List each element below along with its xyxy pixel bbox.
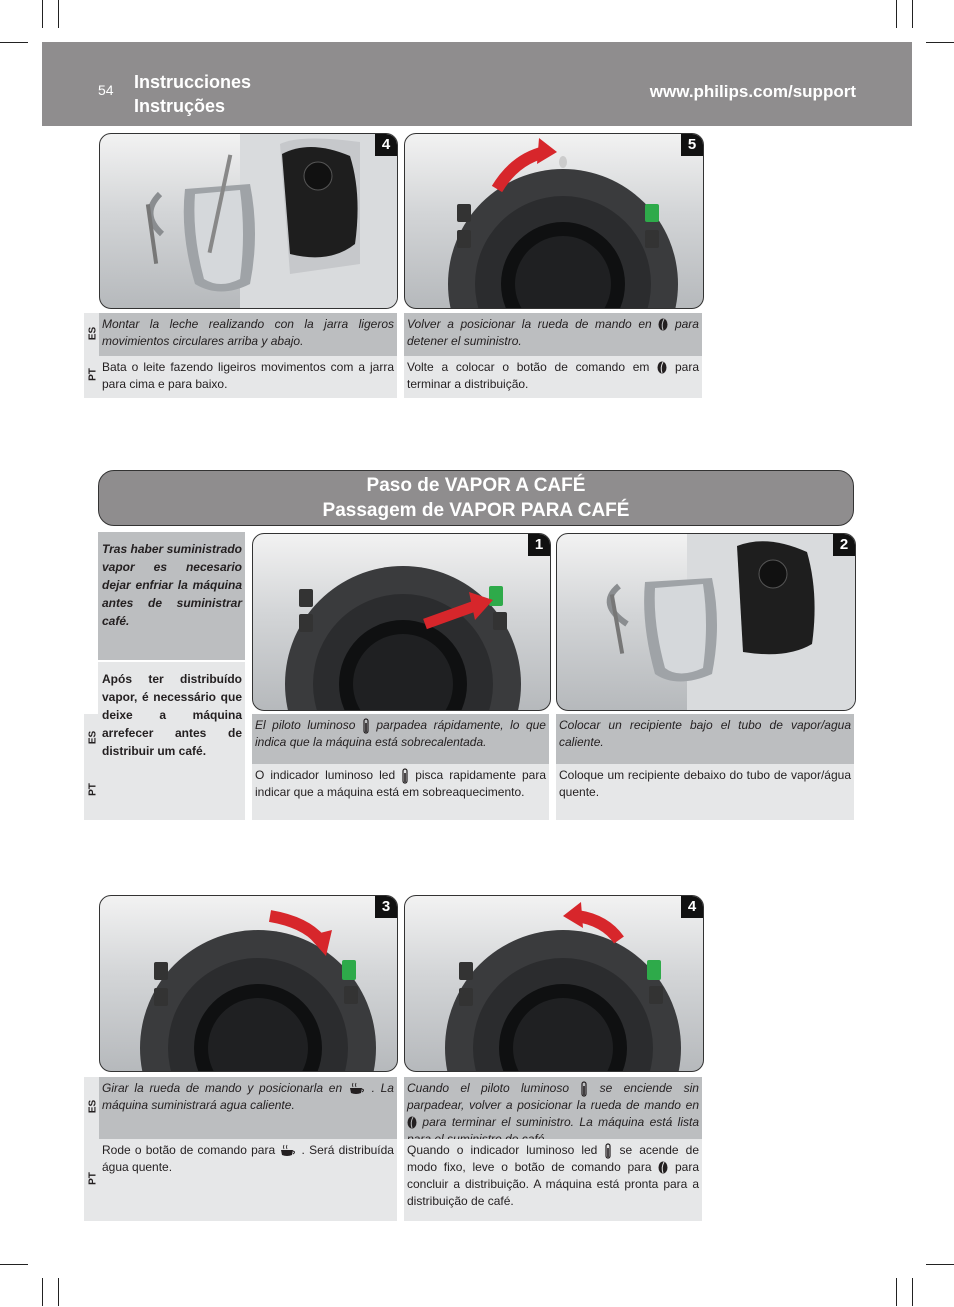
hot-water-cup-icon [348,1082,366,1096]
step-badge: 5 [681,134,703,156]
crop-mark [42,0,43,28]
side-note-es: Tras haber suministrado vapor es necesario dejar enfriar la máquina antes de suministrar café. [98,532,245,660]
thermometer-icon [362,718,370,734]
caption-es: El piloto luminoso parpadea rápidamente, lo que indica que la máquina está sobrecalentada. [252,714,549,764]
lang-label-es: ES [84,1077,100,1139]
thermometer-icon [604,1143,612,1159]
crop-mark [58,1278,59,1306]
crop-mark [0,1264,28,1265]
caption-pt: Volte a colocar o botão de comando em para terminar a distribuição. [404,356,702,398]
step-badge: 4 [375,134,397,156]
hot-water-cup-icon [279,1144,297,1158]
lang-label-es: ES [84,714,100,764]
crop-mark [926,42,954,43]
caption-pt: Quando o indicador luminoso led se acende de modo fixo, leve o botão de comando para para concluir a distribuição. A máquina está pronta para a distribuição de café. [404,1139,702,1221]
crop-mark [42,1278,43,1306]
photo-dial-to-hot-water [99,895,398,1072]
lang-label-pt: PT [84,1139,100,1221]
crop-mark [896,1278,897,1306]
page-number: 54 [98,82,114,98]
side-note-pt: Após ter distribuído vapor, é necessário que deixe a máquina arrefecer antes de distribuir um café. [98,662,245,820]
crop-mark [912,1278,913,1306]
header-title-pt: Instruções [134,96,226,116]
thermometer-icon [401,768,409,784]
caption-es: Colocar un recipiente bajo el tubo de vapor/agua caliente. [556,714,854,764]
lang-label-pt: PT [84,764,100,820]
step-badge: 3 [375,896,397,918]
coffee-bean-icon [658,1161,668,1174]
step-badge: 4 [681,896,703,918]
header-title-es: Instrucciones [134,72,252,92]
jug-illustration [557,534,855,710]
caption-es: Cuando el piloto luminoso se enciende sin parpadear, volver a posicionar la rueda de mando en para terminar el suministro. La máquina está lista [404,1077,702,1139]
caption-pt: O indicador luminoso led pisca rapidamente para indicar que a máquina está em sobreaquecimento. [252,764,549,820]
section-title-pt: Passagem de VAPOR PARA CAFÉ [322,500,630,521]
crop-mark [58,0,59,28]
support-url: www.philips.com/support [649,82,856,101]
thermometer-icon [580,1081,588,1097]
crop-mark [912,0,913,28]
jug-illustration [100,134,397,308]
dial-illustration [405,896,703,1071]
lang-label-pt: PT [84,356,100,398]
dial-illustration [100,896,397,1071]
step-badge: 2 [833,534,855,556]
section-title-es: Paso de VAPOR A CAFÉ [366,475,586,496]
section-title [98,470,854,526]
photo-place-container [556,533,856,711]
caption-pt: Coloque um recipiente debaixo do tubo de vapor/água quente. [556,764,854,820]
dial-illustration [253,534,550,710]
crop-mark [896,0,897,28]
crop-mark [0,42,28,43]
caption-es: Montar la leche realizando con la jarra ligeros movimientos circulares arriba y abajo. [99,313,397,356]
photo-dial-to-coffee [404,133,704,309]
crop-mark [926,1264,954,1265]
coffee-bean-icon [658,318,668,331]
coffee-bean-icon [657,361,667,374]
step-badge: 1 [528,534,550,556]
caption-pt: Bata o leite fazendo ligeiros movimentos com a jarra para cima e para baixo. [99,356,397,398]
page-header [42,42,912,126]
dial-illustration [405,134,703,308]
header-title [134,70,251,118]
coffee-bean-icon [407,1116,417,1129]
caption-es: Volver a posicionar la rueda de mando en para detener el suministro. [404,313,702,356]
photo-dial-back-to-coffee [404,895,704,1072]
lang-label-es: ES [84,313,100,356]
caption-es: Girar la rueda de mando y posicionarla en . La máquina suministrará agua caliente. [99,1077,397,1139]
photo-frothing-milk [99,133,398,309]
caption-pt: Rode o botão de comando para . Será distribuída água quente. [99,1139,397,1221]
photo-led-blinking [252,533,551,711]
